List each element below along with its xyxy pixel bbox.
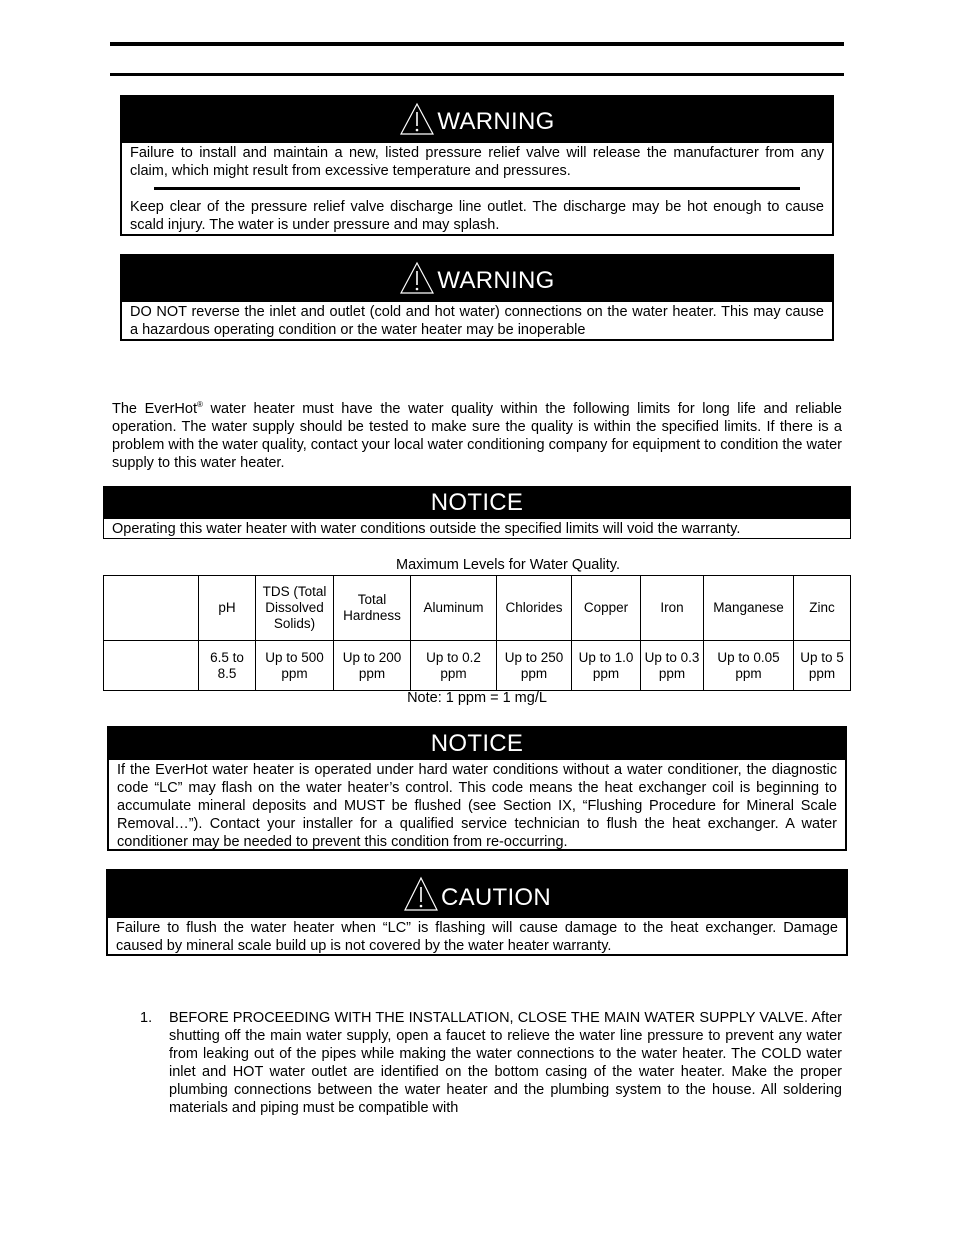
notice-header	[109, 728, 845, 760]
warning-header	[122, 256, 832, 302]
table-header-cell: Total Hardness	[334, 576, 411, 641]
caution-text: Failure to flush the water heater when “LC” is flashing will cause damage to the heat exchanger. Damage caused by mineral scale build up is not covered by the water heater warranty.	[116, 920, 838, 954]
water-quality-table	[103, 575, 851, 691]
instruction-step-1	[112, 1009, 842, 1117]
second-rule	[110, 73, 844, 76]
water-quality-intro	[112, 396, 842, 472]
table-header-cell: TDS (Total Dissolved Solids)	[256, 576, 334, 641]
table-header-cell	[104, 576, 199, 641]
warning-triangle-icon	[403, 876, 439, 912]
warning-title: WARNING	[437, 108, 555, 135]
warning-text-connections: DO NOT reverse the inlet and outlet (cold and hot water) connections on the water heater. This may cause a hazardous operating condition or the water heater may be inoperable	[130, 304, 824, 338]
warning-header	[122, 97, 832, 143]
notice-text-hard-water: If the EverHot water heater is operated under hard water conditions without a water conditioner, the diagnostic code “LC” may flash on the water heater’s control. This code means the heat exchanger coil is beginning to accumulate mineral deposits and MUST be flushed (see Section IX, “Flushing Procedure for Mineral Scale Removal…”). Contact your installer for a qualified service technician to flush the heat exchanger. A water conditioner may be needed to prevent this condition from re-occurring.	[117, 762, 837, 850]
table-cell: 6.5 to 8.5	[199, 641, 256, 691]
warning-triangle-icon	[399, 261, 435, 295]
warning-triangle-icon	[399, 102, 435, 136]
table-header-cell: Copper	[572, 576, 641, 641]
table-cell: Up to 0.2 ppm	[411, 641, 497, 691]
table-note: Note: 1 ppm = 1 mg/L	[407, 690, 547, 706]
warning-box-connections	[120, 254, 834, 341]
caution-box-lc-code	[106, 869, 848, 956]
step-text: BEFORE PROCEEDING WITH THE INSTALLATION, CLOSE THE MAIN WATER SUPPLY VALVE. After shutting off the main water supply, open a faucet to relieve the water line pressure to prevent any water from leaking out of the pipes while making the water connections to the water heater. The COLD water inlet and HOT water outlet are identified on the bottom casing of the water heater. Make the proper plumbing connections between the water heater and the plumbing system to the house. All soldering materials and piping must be compatible with	[169, 1010, 842, 1116]
table-cell: Up to 200 ppm	[334, 641, 411, 691]
intro-text: water heater must have the water quality within the following limits for long life and reliable operation. The water supply should be tested to make sure the quality is within the specified limits. If there is a problem with the water quality, contact your local water conditioning company for equipment to condition the water supply to this water heater.	[112, 400, 842, 471]
intro-brand: The EverHot	[112, 400, 197, 417]
table-header-cell: Aluminum	[411, 576, 497, 641]
notice-title: NOTICE	[430, 730, 524, 757]
table-header-cell: Zinc	[794, 576, 851, 641]
notice-header	[104, 487, 850, 519]
caution-title: CAUTION	[440, 884, 552, 911]
table-cell: Up to 250 ppm	[497, 641, 572, 691]
table-cell: Up to 500 ppm	[256, 641, 334, 691]
table-header-cell: pH	[199, 576, 256, 641]
warning-text-relief-valve: Failure to install and maintain a new, listed pressure relief valve will release the manufacturer from any claim, which might result from excessive temperature and pressures.	[130, 145, 824, 179]
registered-mark: ®	[196, 400, 203, 409]
table-cell: Up to 5 ppm	[794, 641, 851, 691]
table-header-cell: Manganese	[704, 576, 794, 641]
table-caption: Maximum Levels for Water Quality.	[396, 557, 620, 573]
table-cell: Up to 0.05 ppm	[704, 641, 794, 691]
table-row	[104, 641, 851, 691]
notice-title: NOTICE	[430, 489, 524, 516]
notice-box-warranty	[103, 486, 851, 539]
notice-text-warranty: Operating this water heater with water conditions outside the specified limits will void the warranty.	[112, 521, 741, 537]
table-cell	[104, 641, 199, 691]
table-header-cell: Iron	[641, 576, 704, 641]
step-number: 1.	[140, 1010, 153, 1026]
table-header-cell: Chlorides	[497, 576, 572, 641]
top-rule	[110, 42, 844, 46]
table-cell: Up to 1.0 ppm	[572, 641, 641, 691]
warning-divider	[154, 187, 800, 190]
notice-box-hard-water	[107, 726, 847, 851]
caution-header	[108, 871, 846, 918]
warning-box-relief-valve	[120, 95, 834, 236]
table-header-row	[104, 576, 851, 641]
warning-text-discharge: Keep clear of the pressure relief valve discharge line outlet. The discharge may be hot enough to cause scald injury. The water is under pressure and may splash.	[130, 199, 824, 233]
table-cell: Up to 0.3 ppm	[641, 641, 704, 691]
warning-title: WARNING	[437, 267, 555, 294]
